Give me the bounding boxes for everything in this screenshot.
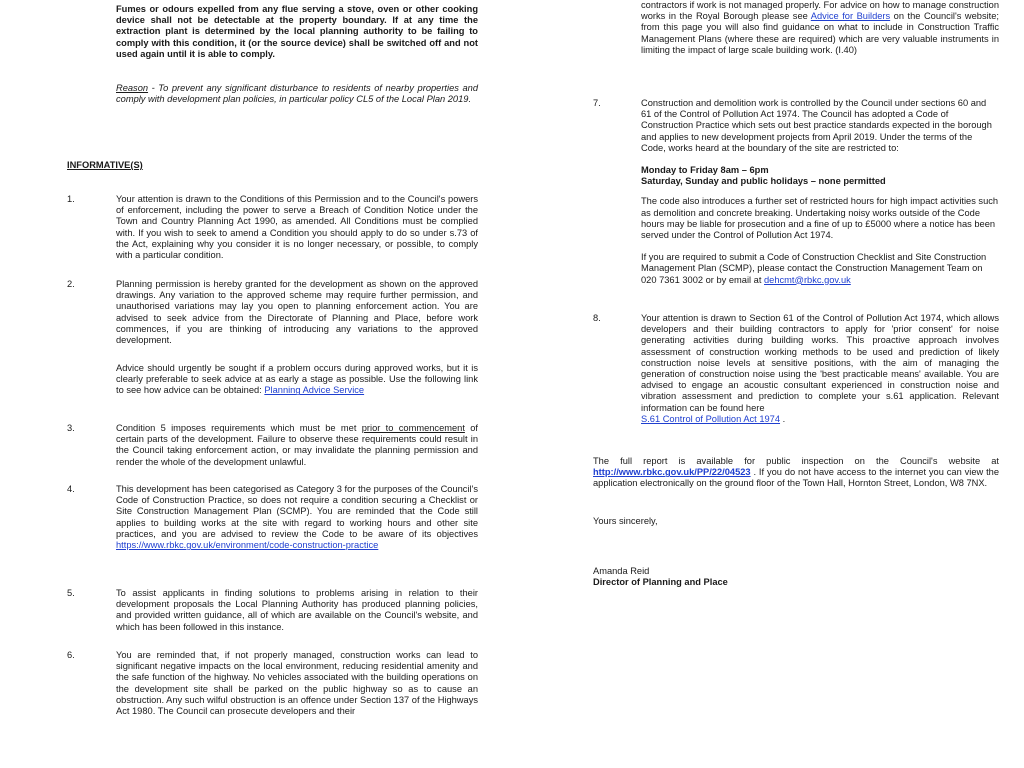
condition-reason: Reason - To prevent any significant disturbance to residents of nearby properties and comply with development plan policies, in particular policy CL5 of the Local Plan 2019.: [116, 83, 478, 105]
item-number: 1.: [67, 194, 75, 204]
planning-advice-link[interactable]: Planning Advice Service: [264, 385, 365, 396]
item-number: 6.: [67, 650, 75, 660]
signatory-name: Amanda Reid: [593, 566, 650, 576]
informative-7: [641, 98, 999, 286]
informative-1: Your attention is drawn to the Conditions of this Permission and to the Council's powers of enforcement, including the power to serve a Breach of Condition Notice under the Town and Country Planning Act 1990, as amended. All Conditions must be complied with. If you wish to seek to amend a Condition you should apply to do so under s.73 of the Act, explaining why you consider it is no longer necessary, or possible, to comply with a particular condition.: [116, 194, 478, 261]
hours-weekend: Saturday, Sunday and public holidays – none permitted: [641, 176, 886, 187]
informative-2: Planning permission is hereby granted for the development as shown on the approved drawings. Any variation to the approved scheme may require further permission, and unauthorised variations may lay you open to planning enforcement action. You are advised to seek advice from the Directorate of Planning and Place, before work commences, if you are thinking of introducing any variations to the approved development.: [116, 279, 478, 346]
report-link[interactable]: http://www.rbkc.gov.uk/PP/22/04523: [593, 467, 751, 478]
informative-3: Condition 5 imposes requirements which must be met prior to commencement of certain parts of the development. Failure to observe these requirements could result in the Council taking enforcement action, or may invalidate the planning permission and render the whole of the development unlawful.: [116, 423, 478, 467]
condition-text: Fumes or odours expelled from any flue serving a stove, oven or other cooking device shall not be detectable at the property boundary. If at any time the extraction plant is determined by the local planning authority to be failing to comply with this condition, it (or the source device) shall be switched off and not used again until it is able to comply.: [116, 4, 478, 59]
informative-7-restricted: The code also introduces a further set of restricted hours for high impact activities such as demolition and concrete breaking. Undertaking noisy works outside of the Code hours may be liable for prosecution and a fine of up to £5000 where a notice has been served under the Control of Pollution Act 1974.: [641, 196, 999, 241]
informative-4: This development has been categorised as Category 3 for the purposes of the Council's Code of Construction Practice, so does not require a condition securing a Checklist or Site Construction Management Plan (SCMP). You are reminded that the Code still applies to building works at the site with regard to working hours and other site practices, and you are advised to review the Code to be aware of its objectives https://www.rbkc.gov.uk/environment/code-construction-practice: [116, 484, 478, 551]
informative-7-text: Construction and demolition work is controlled by the Council under sections 60 and 61 of the Control of Pollution Act 1974. The Council has adopted a Code of Construction Practice which sets out best practice standards expected in the borough and applies to new development projects from April 2019. Under the terms of the Code, works heard at the boundary of the site are restricted to:: [641, 98, 992, 153]
informative-8: Your attention is drawn to Section 61 of the Control of Pollution Act 1974, which allows developers and their building contractors to apply for 'prior consent' for noise generating activities during building works. This proactive approach involves assessment of construction working methods to be used and prediction of likely construction noise levels at sensitive positions, with the aim of managing the generation of construction noise using the 'best practicable means' available. You are advised to engage an acoustic consultant experienced in construction noise and vibration assessment and prediction to complete your s.61 application. Relevant information can be found here S.61 Control of Pollution Act 1974 .: [641, 313, 999, 424]
report-paragraph: The full report is available for public inspection on the Council's website at http://www.rbkc.gov.uk/PP/22/04523 . If you do not have access to the internet you can view the application electronically on the ground floor of the Town Hall, Hornton Street, London, W8 7NX.: [593, 456, 999, 489]
informatives-heading: INFORMATIVE(S): [67, 160, 143, 170]
email-link[interactable]: dehcmt@rbkc.gov.uk: [764, 274, 851, 285]
item-number: 8.: [593, 313, 601, 323]
hours-weekday: Monday to Friday 8am – 6pm: [641, 165, 769, 176]
signatory-title: Director of Planning and Place: [593, 577, 728, 587]
informative-6: You are reminded that, if not properly managed, construction works can lead to significant negative impacts on the local environment, reducing residential amenity and the safe function of the highway. No vehicles associated with the building operations on the development site shall be parked on the public highway so as to cause an obstruction. Any such wilful obstruction is an offence under Section 137 of the Highways Act 1980. The Council can prosecute developers and their: [116, 650, 478, 717]
advice-for-builders-link[interactable]: Advice for Builders: [810, 11, 891, 22]
item-number: 3.: [67, 423, 75, 433]
item-number: 5.: [67, 588, 75, 598]
item-number: 7.: [593, 98, 601, 108]
code-construction-link[interactable]: https://www.rbkc.gov.uk/environment/code-construction-practice: [116, 540, 379, 551]
informative-7-contact: If you are required to submit a Code of Construction Checklist and Site Construction Management Plan (SCMP), please contact the Construction Management Team on 020 7361 3002 or by email at dehcmt@rbkc.gov.uk: [641, 252, 987, 285]
informative-2-advice: Advice should urgently be sought if a problem occurs during approved works, but it is clearly preferable to seek advice at as early a stage as possible. Use the following link to see how advice can be obtained: Planning Advice Service: [116, 363, 478, 396]
s61-link[interactable]: S.61 Control of Pollution Act 1974: [641, 413, 781, 424]
closing: Yours sincerely,: [593, 516, 658, 526]
item-number: 2.: [67, 279, 75, 289]
informative-6-continued: contractors if work is not managed properly. For advice on how to manage construction works in the Royal Borough please see Advice for Builders on the Council's website; from this page you will also find guidance on what to include in Construction Traffic Management Plans (where these are required) which are very valuable instruments in limiting the impact of large scale building work. (I.40): [641, 0, 999, 55]
item-number: 4.: [67, 484, 75, 494]
informative-5: To assist applicants in finding solutions to problems arising in relation to their development proposals the Local Planning Authority has produced planning policies, and provided written guidance, all of which are available on the Council's website, and which has been followed in this instance.: [116, 588, 478, 632]
